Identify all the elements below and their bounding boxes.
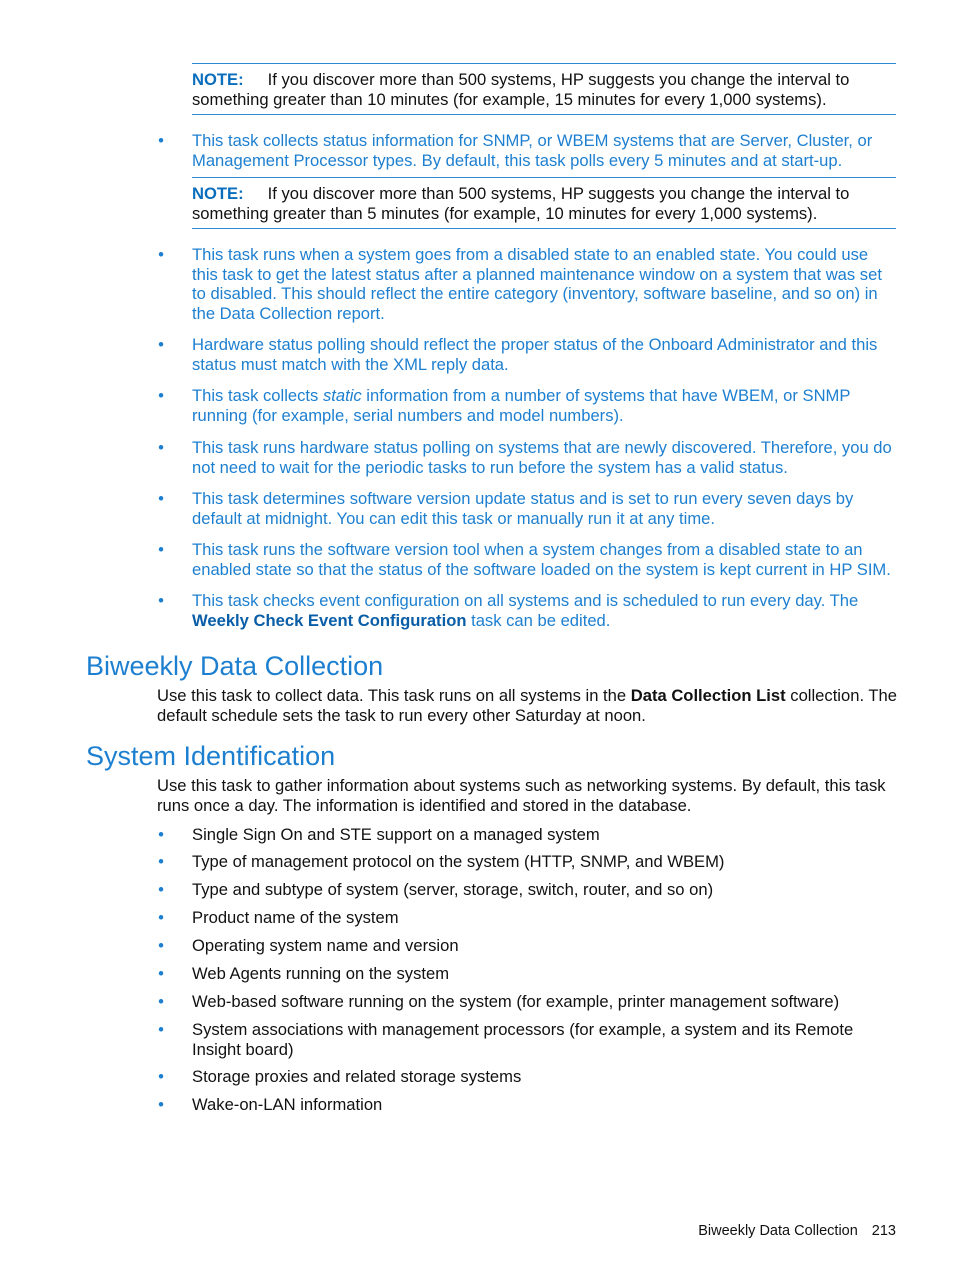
emphasis-text: static [322, 386, 362, 405]
bullet-icon: • [158, 1067, 164, 1086]
bullet-icon: • [158, 1095, 164, 1114]
list-item-text: Storage proxies and related storage systems [192, 1067, 522, 1086]
bullet-icon: • [158, 825, 164, 844]
list-item-text: Web Agents running on the system [192, 964, 450, 983]
list-item-text: Operating system name and version [192, 936, 459, 955]
section-paragraph: Use this task to gather information about systems such as networking systems. By default, this task runs once a day. The information is identified and stored in the database. [157, 776, 886, 815]
bullet-icon: • [158, 438, 164, 457]
note-label: NOTE: [192, 70, 244, 89]
note-box [192, 177, 896, 229]
section-heading: Biweekly Data Collection [86, 651, 384, 681]
text-run: This task collects [192, 386, 323, 405]
text-run: This task checks event configuration on all systems and is scheduled to run every day. The [192, 591, 859, 610]
bullet-icon: • [158, 591, 164, 610]
list-item-text: This task collects status information for SNMP, or WBEM systems that are Server, Cluster, or Management Processor types. By default, this task polls every 5 minutes and at start-up. [192, 131, 873, 170]
list-item-text: This task runs when a system goes from a disabled state to an enabled state. You could use this task to get the latest status after a planned maintenance window on a system that was set to disabled. This should reflect the entire category (inventory, software baseline, and so on) in the Data Collection report. [192, 245, 882, 323]
bullet-icon: • [158, 1020, 164, 1039]
bullet-icon: • [158, 936, 164, 955]
list-item-text: Hardware status polling should reflect the proper status of the Onboard Administrator and this status must match with the XML reply data. [192, 335, 878, 374]
section-paragraph [157, 686, 897, 725]
note-box [192, 63, 896, 115]
text-run: task can be edited. [466, 610, 611, 630]
bullet-icon: • [158, 489, 164, 508]
bullet-icon: • [158, 964, 164, 983]
list-item-text [192, 591, 898, 630]
list-item-text: This task runs the software version tool when a system changes from a disabled state to an enabled state so that the status of the software loaded on the system is kept current in HP SIM. [192, 540, 891, 579]
list-item-text: Type and subtype of system (server, storage, switch, router, and so on) [192, 880, 714, 899]
bullet-icon: • [158, 335, 164, 354]
note-text: If you discover more than 500 systems, HP suggests you change the interval to something greater than 10 minutes (for example, 15 minutes for every 1,000 systems). [192, 70, 850, 109]
section-heading: System Identification [86, 741, 336, 771]
bullet-icon: • [158, 908, 164, 927]
list-item-text [192, 386, 898, 425]
bullet-icon: • [158, 992, 164, 1011]
list-item-text: This task determines software version update status and is set to run every seven days by default at midnight. You can edit this task or manually run it at any time. [192, 489, 854, 528]
list-item-text: Product name of the system [192, 908, 399, 927]
bullet-icon: • [158, 880, 164, 899]
bullet-icon: • [158, 540, 164, 559]
collection-name: Data Collection List [630, 686, 786, 705]
task-name: Weekly Check Event Configuration [192, 610, 467, 630]
list-item-text: System associations with management processors (for example, a system and its Remote Insight board) [192, 1020, 854, 1059]
note-text: If you discover more than 500 systems, HP suggests you change the interval to something greater than 5 minutes (for example, 10 minutes for every 1,000 systems). [192, 184, 850, 223]
list-item-text: Type of management protocol on the system (HTTP, SNMP, and WBEM) [192, 852, 725, 871]
list-item-text: Wake-on-LAN information [192, 1095, 383, 1114]
bullet-icon: • [158, 386, 164, 405]
list-item-text: Web-based software running on the system (for example, printer management software) [192, 992, 840, 1011]
bullet-icon: • [158, 245, 164, 264]
footer-section-title: Biweekly Data Collection [698, 1223, 858, 1239]
page-number: 213 [871, 1223, 896, 1239]
list-item-text: Single Sign On and STE support on a managed system [192, 825, 600, 844]
note-label: NOTE: [192, 184, 244, 203]
text-run: information from a number of systems that have WBEM, or SNMP running (for example, serial numbers and model numbers). [192, 386, 851, 425]
text-run: Use this task to collect data. This task runs on all systems in the [157, 686, 631, 705]
bullet-icon: • [158, 852, 164, 871]
text-run: collection. The default schedule sets the task to run every other Saturday at noon. [157, 686, 897, 725]
bullet-icon: • [158, 131, 164, 150]
list-item-text: This task runs hardware status polling on systems that are newly discovered. Therefore, you do not need to wait for the periodic tasks to run before the system has a valid status. [192, 438, 892, 477]
page-footer [698, 1222, 896, 1242]
